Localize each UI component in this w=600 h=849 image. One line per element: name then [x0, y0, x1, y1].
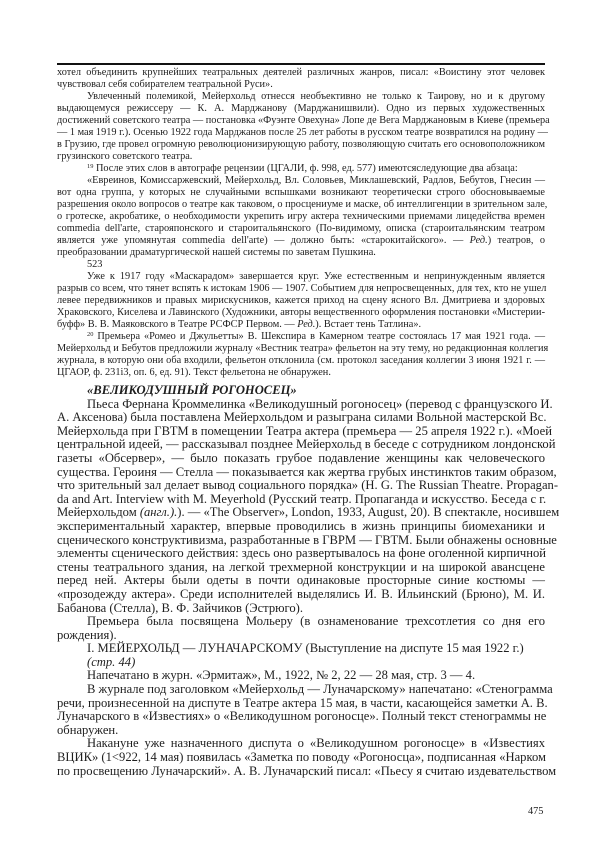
text-line	[57, 656, 545, 670]
text: «Евреинов, Комиссаржевский, Мейерхольд, Вл. Соловьев, Миклашевский, Радлов, Бебутов, Гнесин —	[87, 175, 545, 186]
paragraph	[57, 396, 560, 616]
text-line	[57, 384, 545, 398]
text-line	[57, 211, 545, 223]
text-line	[57, 247, 545, 259]
commentary-section	[57, 383, 560, 778]
paragraph	[57, 259, 545, 271]
text: существа. Героиня — Стелла — показывается как жертва грубых инстинктов таким образом,	[57, 464, 557, 479]
text: является уже упомянутая commedia dell'arte) — должно быть: «старокитайского». —	[57, 235, 470, 246]
section-title	[57, 384, 545, 398]
text-line	[57, 235, 545, 247]
text-line	[57, 437, 556, 452]
text-line	[57, 478, 559, 493]
paragraph	[57, 656, 545, 670]
text-line	[57, 493, 545, 507]
text-line	[57, 307, 545, 319]
footnote-number: 20	[87, 331, 94, 339]
text: стены театрального здания, на легкой трехмерной конструкции и на широкой авансцене	[57, 559, 545, 574]
paragraph	[57, 67, 545, 91]
paragraph	[57, 331, 549, 379]
text: выдающемуся режиссеру — К. А. Марджанову (Марджанишвили). Одно из первых художественных	[57, 103, 545, 114]
text-line	[57, 411, 545, 425]
text-line	[57, 520, 545, 534]
text-line	[57, 505, 560, 520]
text: ) театров, о	[487, 235, 545, 246]
text-line	[57, 175, 545, 187]
paragraph	[57, 669, 545, 683]
text-line	[57, 187, 545, 199]
text: Мейерхольдом	[57, 505, 140, 520]
text: обнаружен.	[57, 722, 119, 737]
text-line	[57, 79, 545, 91]
text: хотел объединить крупнейших театральных деятелей различных жанров, писал: «Воистину этот человек	[57, 67, 545, 78]
text-line	[57, 271, 545, 283]
text: Мейерхольд и Бебутов предложили журналу «Вестник театра» фельетон на эту тему, но редакционная коллегия	[57, 343, 549, 354]
footnotes-section	[57, 67, 550, 379]
text: ВЦИК» (1<922, 14 мая) появилась «Заметка по поводу «Рогоносца», подписанная «Нарком	[57, 750, 546, 765]
text: commedia dell'arte, старояпонского и староитальянского (По-видимому, описка (староитальянским театром	[57, 223, 545, 234]
top-rule	[57, 63, 545, 65]
italic-text: (стр. 44)	[87, 654, 136, 669]
text: Премьера была посвящена Мольеру (в ознаменование трехсотлетия со дня его	[87, 614, 545, 629]
text: газеты «Обсервер», — было показать грубое подавление женщины как человеческого	[57, 450, 545, 465]
text: ЦГАОР, ф. 231і3, оп. 6, ед. 91). Текст фельетона не обнаружен.	[57, 367, 331, 378]
text: чувствовал себя собирателем театральной Руси».	[57, 79, 273, 90]
text-line	[57, 103, 545, 115]
italic-text: Ред.	[469, 235, 488, 246]
text: Уже к 1917 году «Маскарадом» завершается круг. Уже естественным и непринужденным является	[87, 271, 545, 282]
text-line	[57, 763, 557, 779]
text: левее передвижников и правых мирискусников, кажется приход на сцену ясного Вл. Дмитриева и здоровых	[57, 295, 545, 306]
text-line	[57, 151, 545, 163]
text-line	[57, 724, 545, 738]
text: буфф» В. В. Маяковского в Театре РСФСР Первом. —	[57, 319, 298, 330]
text-line	[57, 682, 553, 697]
text: экспериментальный характер, впервые проводились в жизнь принципы биомеханики и	[57, 518, 545, 533]
text: «ВЕЛИКОДУШНЫЙ РОГОНОСЕЦ»	[87, 383, 297, 397]
text: что зрительный зал делает вывод социального порядка» (H. G. The Russian Theatre. Propagan-	[57, 478, 559, 493]
text-line	[57, 259, 545, 271]
italic-text: (англ.).	[139, 505, 178, 520]
text: разрыв со всем, что тянет вспять к истокам 1906 — 1907. Событием для непросвещенных, для тех, кто не ушел	[57, 283, 547, 294]
text-line	[57, 695, 548, 711]
text-line	[57, 615, 545, 629]
text: Луначарского в «Известиях» о «Великодушном рогоносце». Полный текст стенограммы не	[57, 709, 547, 724]
text: центральной идеей, — рассказывал позднее Мейерхольд в беседе с сотрудником лондонской	[57, 437, 556, 452]
text: Увлеченный полемикой, Мейерхольд отнесся необъективно не только к Таирову, но и к другому	[87, 91, 545, 102]
text-line	[57, 355, 545, 367]
text-line	[57, 602, 545, 616]
text: журнала, в которую они оба входили, фельетон отклонила (см. протокол заседания коллегии 3 июня 1921 г. —	[57, 355, 545, 366]
paragraph	[57, 736, 557, 778]
text: А. Аксенова) была поставлена Мейерхольдом и разыграна силами Вольной мастерской Вс.	[57, 410, 547, 425]
paragraph	[57, 682, 553, 737]
text: После этих слов в автографе рецензии (ЦГАЛИ, ф. 998, ед. 577) имеютсяследующие два абзаца:	[93, 163, 518, 174]
text-line	[57, 588, 545, 602]
text: Бабанова (Стелла), В. Ф. Зайчиков (Эстрюго).	[57, 600, 304, 615]
text: — 1 мая 1919 г.). Осенью 1922 года Марджанов после 25 лет работы в русском театре возвратился на родину —	[57, 127, 548, 138]
text: по просвещению Луначарский». А. В. Луначарский писал: «Пьесу я считаю издевательством	[57, 763, 557, 778]
text: Премьера «Ромео и Джульетты» В. Шекспира в Камерном театре состоялась 17 мая 1921 года. —	[93, 331, 545, 342]
paragraph	[57, 615, 545, 642]
text-line	[57, 574, 545, 588]
text-line	[57, 163, 545, 175]
text-line	[57, 547, 545, 561]
italic-text: Ред.	[297, 319, 316, 330]
text-line	[57, 561, 545, 575]
text: ). Встает тень Татлина».	[315, 319, 422, 330]
text-line	[57, 629, 545, 643]
paragraph	[57, 91, 550, 163]
text: Напечатано в журн. «Эрмитаж», М., 1922, № 2, 22 — 28 мая, стр. 3 — 4.	[87, 668, 476, 683]
text-line	[57, 452, 545, 466]
text-line	[57, 710, 545, 724]
text: 523	[87, 259, 103, 270]
text: В журнале под заголовком «Мейерхольд — Луначарскому» напечатано: «Стенограмма	[87, 682, 553, 697]
text: сценического конструктивизма, разработанные в ГВРМ — ГВТМ. Были обнажены основные	[57, 532, 557, 547]
text-line	[57, 127, 548, 139]
text-line	[57, 343, 549, 355]
text-line	[57, 464, 557, 480]
text-line	[57, 283, 545, 295]
text-line	[57, 67, 545, 79]
text-line	[57, 367, 545, 379]
text: I. МЕЙЕРХОЛЬД — ЛУНАЧАРСКОМУ (Выступление на диспуте 15 мая 1922 г.)	[87, 641, 524, 656]
paragraph	[57, 642, 545, 656]
text: разрешения около вопросов о театре как таковом, о просцениуме и маске, об интеллигенции в зрительном зале,	[57, 199, 548, 210]
paragraph	[57, 175, 548, 259]
text: ). — «The Observer», London, 1933, August, 20). В спектакле, носившем	[177, 505, 560, 520]
paragraph	[57, 163, 545, 175]
text: о гротеске, акробатике, о необходимости укрепить игру актера техническими приемами лицедейства времен	[57, 211, 545, 222]
text-line	[57, 642, 545, 656]
text: вот одна группа, у которых не случайными вспышками возникают теоретически строго обосновываемые	[57, 187, 545, 198]
text: Мейерхольда при ГВТМ в помещении Театра актера (премьера — 25 апреля 1922 г.). «Моей	[57, 423, 552, 438]
text: достижений советского театра — постановка «Фуэнте Овехуна» Лопе де Вега Марджановым в Киеве (премьера	[57, 115, 550, 126]
text: рождения).	[57, 627, 117, 642]
text-line	[57, 223, 545, 235]
text-line	[57, 115, 550, 127]
text: da and Art. Interview with M. Meyerhold (Русский театр. Пропаганда и искусство. Беседа с г.	[57, 491, 547, 506]
text-line	[57, 532, 557, 548]
text-line	[57, 319, 545, 331]
text: Храковского, Киселева и Лавинского (Художники, авторы вещественного оформления постановки «Мистерии-	[57, 307, 545, 318]
text-line	[57, 91, 545, 103]
text-line	[57, 669, 545, 683]
text: перед ней. Актеры были одеты в почти одинаковые просторные синие костюмы —	[57, 573, 545, 588]
text: грузинского советского театра.	[57, 151, 193, 162]
footnote-number: 19	[87, 163, 94, 171]
text-line	[57, 331, 545, 343]
text: преобразовании драматургической нашей системы по заветам Пушкина.	[57, 247, 376, 258]
text: в Грузию, где провел огромную революционизирующую работу, позволяющую считать его основоположником	[57, 139, 545, 150]
text: речи, произнесенной на диспуте в Театре актера 15 мая, в части, касающейся заметки А. В.	[57, 695, 548, 710]
text: Накануне уже назначенного диспута о «Великодушном рогоносце» в «Известиях	[87, 736, 545, 751]
text-line	[57, 139, 545, 151]
text-line	[57, 396, 553, 412]
page-number: 475	[528, 806, 544, 817]
text: Пьеса Фернана Кроммелинка «Великодушный рогоносец» (перевод с французского И.	[87, 396, 553, 411]
text-line	[57, 199, 548, 211]
text-line	[57, 295, 545, 307]
paragraph	[57, 271, 545, 331]
text-line	[57, 737, 545, 751]
text-line	[57, 423, 552, 439]
text-line	[57, 751, 545, 765]
text: «прозодежду актера». Среди исполнителей выделялись И. В. Ильинский (Брюно), М. И.	[57, 586, 545, 601]
text: элементы сценического действия: здесь оно развертывалось на фоне оголенной кирпичной	[57, 546, 546, 561]
